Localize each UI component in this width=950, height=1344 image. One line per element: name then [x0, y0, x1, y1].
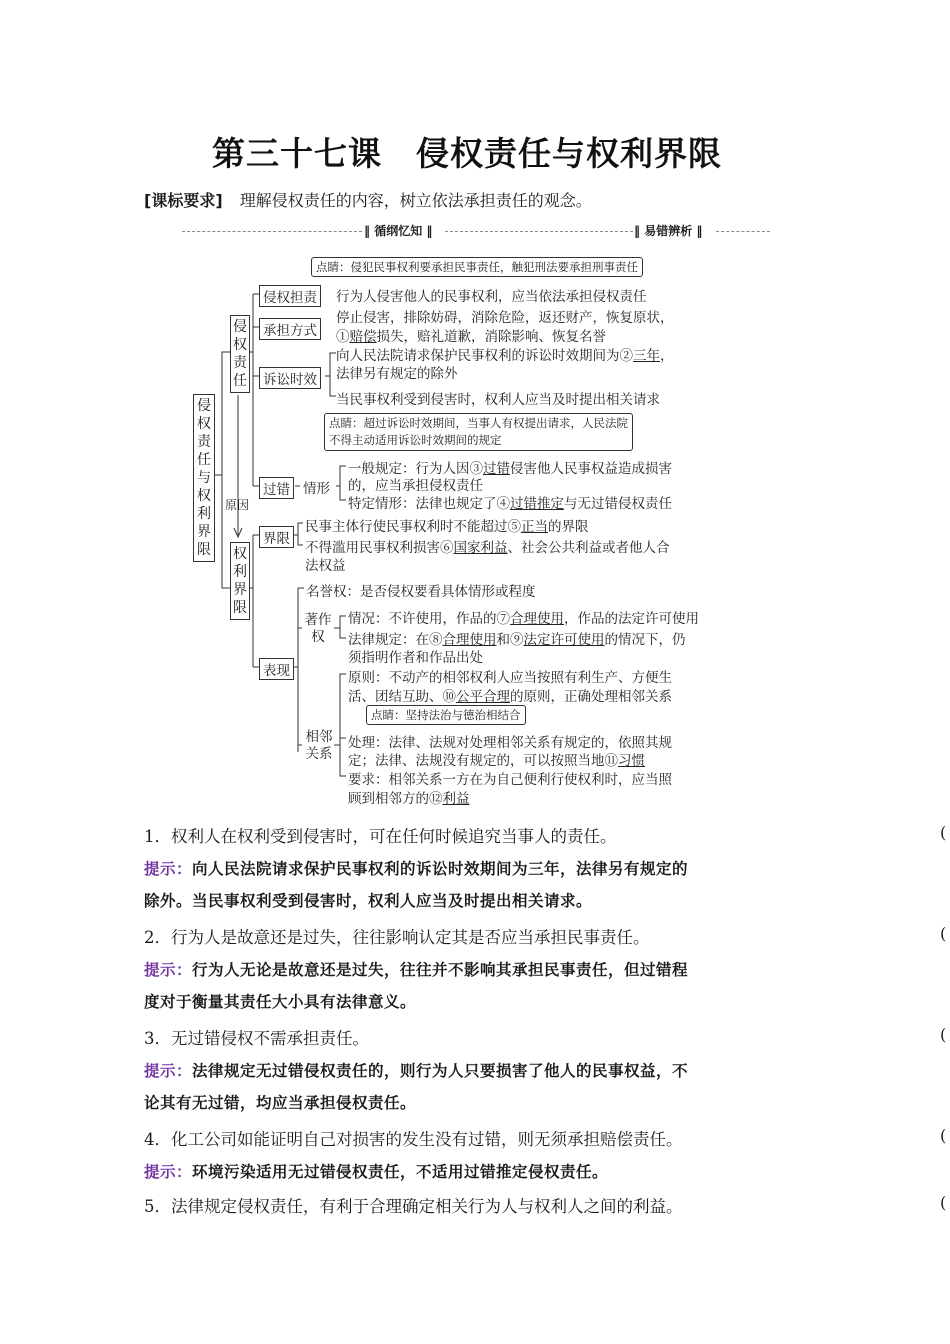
limitation-line-1	[336, 344, 674, 364]
hint-4-line-1	[144, 1160, 608, 1182]
text: ，	[660, 348, 674, 364]
node-tort-liability: 侵权担责	[259, 285, 321, 307]
fault-general-rule-2: 的，应当承担侵权责任	[348, 478, 483, 494]
mindmap-root: 侵权责任与权利界限	[193, 394, 215, 562]
text: 情况：不许使用，作品的⑦	[348, 611, 510, 627]
text: 的情况下，仍	[604, 632, 686, 648]
answer-2: 三年	[633, 348, 660, 364]
text: 法律规定：在⑧	[348, 632, 443, 648]
tort-liability-text: 行为人侵害他人的民事权利，应当依法承担侵权责任	[336, 289, 647, 305]
text: 活、团结互助、⑩	[348, 689, 456, 705]
note-highlight-1: 点睛：侵犯民事权利要承担民事责任，触犯刑法要承担刑事责任	[311, 257, 643, 277]
text: ，作品的法定许可使用	[564, 611, 699, 627]
hint-label: 提示：	[144, 860, 193, 878]
copyright-label: 著作权	[304, 612, 332, 645]
answer-5: 正当	[521, 519, 548, 535]
answer-paren: (	[940, 1126, 947, 1145]
answer-12: 利益	[442, 791, 470, 807]
copyright-line-2	[348, 628, 686, 648]
question-2: 2．行为人是故意还是过失，往往影响认定其是否应当承担民事责任。	[144, 928, 650, 947]
limitation-line-3: 当民事权利受到侵害时，权利人应当及时提出相关请求	[336, 392, 660, 408]
hint-1-line-2: 除外。当民事权利受到侵害时，权利人应当及时提出相关请求。	[144, 892, 593, 910]
answer-1: 赔偿	[349, 329, 377, 345]
hint-text: 向人民法院请求保护民事权利的诉讼时效期间为三年，法律另有规定的	[192, 860, 689, 878]
hint-label: 提示：	[144, 1163, 193, 1181]
forms-line-2	[336, 325, 606, 345]
text: 顾到相邻方的⑫	[348, 791, 443, 807]
requirement-text: 理解侵权责任的内容，树立依法承担责任的观念。	[239, 191, 592, 210]
text: 民事主体行使民事权利时不能超过⑤	[305, 519, 521, 535]
banner-right-label: 易错辨析	[644, 224, 693, 238]
answer-11: 习惯	[618, 753, 645, 769]
cause-label: 原因	[225, 498, 250, 512]
text: 与无过错侵权责任	[564, 496, 672, 512]
hint-2-line-1	[144, 958, 688, 980]
node-limitation: 诉讼时效	[259, 367, 321, 389]
neighbor-line-3: 处理：法律、法规对处理相邻关系有规定的，依照其规	[348, 735, 672, 751]
text: 侵害他人民事权益造成损害	[510, 461, 672, 477]
hint-2-line-2: 度对于衡量其责任大小具有法律意义。	[144, 993, 417, 1011]
node-fault: 过错	[259, 477, 294, 499]
banner-right: ‖ 易错辨析 ‖	[634, 224, 703, 238]
question-1: 1．权利人在权利受到侵害时，可在任何时候追究当事人的责任。	[144, 827, 617, 846]
hint-3-line-1	[144, 1059, 688, 1081]
neighbor-line-2	[348, 685, 672, 705]
fault-situations-label: 情形	[303, 481, 330, 497]
requirement-label: [课标要求]	[144, 191, 223, 210]
hint-text: 行为人无论是故意还是过失，往往并不影响其承担民事责任，但过错程	[192, 961, 689, 979]
banner-left-label: 循纲忆知	[374, 224, 423, 238]
text: 定；法律、法规没有规定的，可以按照当地⑪	[348, 753, 618, 769]
question-5: 5．法律规定侵权责任，有利于合理确定相关行为人与权利人之间的利益。	[144, 1197, 683, 1216]
answer-10: 公平合理	[456, 689, 510, 705]
text: 不得滥用民事权利损害⑥	[305, 540, 454, 556]
text: 和⑨	[496, 632, 524, 648]
bounds-line-3: 法权益	[305, 558, 346, 574]
forms-line-1: 停止侵害，排除妨碍，消除危险，返还财产，恢复原状，	[336, 310, 674, 326]
branch-tort-liability: 侵权责任	[230, 315, 250, 393]
note-highlight-2	[324, 413, 633, 451]
node-liability-forms: 承担方式	[259, 318, 321, 340]
branch-rights-limits: 权利界限	[230, 542, 250, 620]
text: ①	[336, 329, 350, 345]
answer-3: 过错	[483, 461, 510, 477]
hint-label: 提示：	[144, 1062, 193, 1080]
neighbor-label: 相邻关系	[305, 729, 333, 762]
node-bounds: 界限	[259, 526, 294, 548]
answer-paren: (	[940, 1025, 947, 1044]
bounds-line-2	[305, 536, 670, 556]
copyright-line-1	[348, 607, 699, 627]
neighbor-line-6	[348, 787, 470, 807]
hint-3-line-2: 论其有无过错，均应当承担侵权责任。	[144, 1094, 417, 1112]
neighbor-line-5: 要求：相邻关系一方在为自己便利行使权利时，应当照	[348, 772, 672, 788]
page-title: 第三十七课 侵权责任与权利界限	[212, 134, 722, 173]
banner-left: ‖ 循纲忆知 ‖	[364, 224, 433, 238]
note-2-line-1: 点睛：超过诉讼时效期间，当事人有权提出请求，人民法院	[329, 416, 628, 430]
answer-paren: (	[940, 1193, 947, 1212]
text: 一般规定：行为人因③	[348, 461, 483, 477]
answer-4: 过错推定	[510, 496, 564, 512]
reputation-right: 名誉权：是否侵权要看具体情形或程度	[306, 584, 536, 600]
question-4: 4．化工公司如能证明自己对损害的发生没有过错，则无须承担赔偿责任。	[144, 1130, 683, 1149]
hint-text: 环境污染适用无过错侵权责任，不适用过错推定侵权责任。	[192, 1163, 609, 1181]
node-manifestations: 表现	[259, 658, 294, 680]
fault-special-rule	[348, 492, 672, 512]
text: 特定情形：法律也规定了④	[348, 496, 510, 512]
answer-7: 合理使用	[510, 611, 564, 627]
neighbor-line-4	[348, 749, 645, 769]
note-highlight-3: 点睛：坚持法治与德治相结合	[366, 705, 526, 725]
answer-6: 国家利益	[453, 540, 508, 556]
hint-1-line-1	[144, 857, 688, 879]
limitation-line-2: 法律另有规定的除外	[336, 366, 458, 382]
hint-text: 法律规定无过错侵权责任的，则行为人只要损害了他人的民事权益，不	[192, 1062, 689, 1080]
answer-9: 法定许可使用	[523, 632, 605, 648]
copyright-line-3: 须指明作者和作品出处	[348, 650, 483, 666]
note-2-line-2: 不得主动适用诉讼时效期间的规定	[329, 433, 502, 447]
hint-label: 提示：	[144, 961, 193, 979]
text: 向人民法院请求保护民事权利的诉讼时效期间为②	[336, 348, 633, 364]
text: 、社会公共利益或者他人合	[507, 540, 670, 556]
answer-paren: (	[940, 924, 947, 943]
text: 的界限	[548, 519, 589, 535]
text: 的原则，正确处理相邻关系	[510, 689, 672, 705]
bounds-line-1	[305, 515, 589, 535]
answer-8: 合理使用	[442, 632, 497, 648]
text: 损失，赔礼道歉，消除影响、恢复名誉	[376, 329, 606, 345]
question-3: 3．无过错侵权不需承担责任。	[144, 1029, 369, 1048]
answer-paren: (	[940, 823, 947, 842]
neighbor-line-1: 原则：不动产的相邻权利人应当按照有利生产、方便生	[348, 670, 672, 686]
